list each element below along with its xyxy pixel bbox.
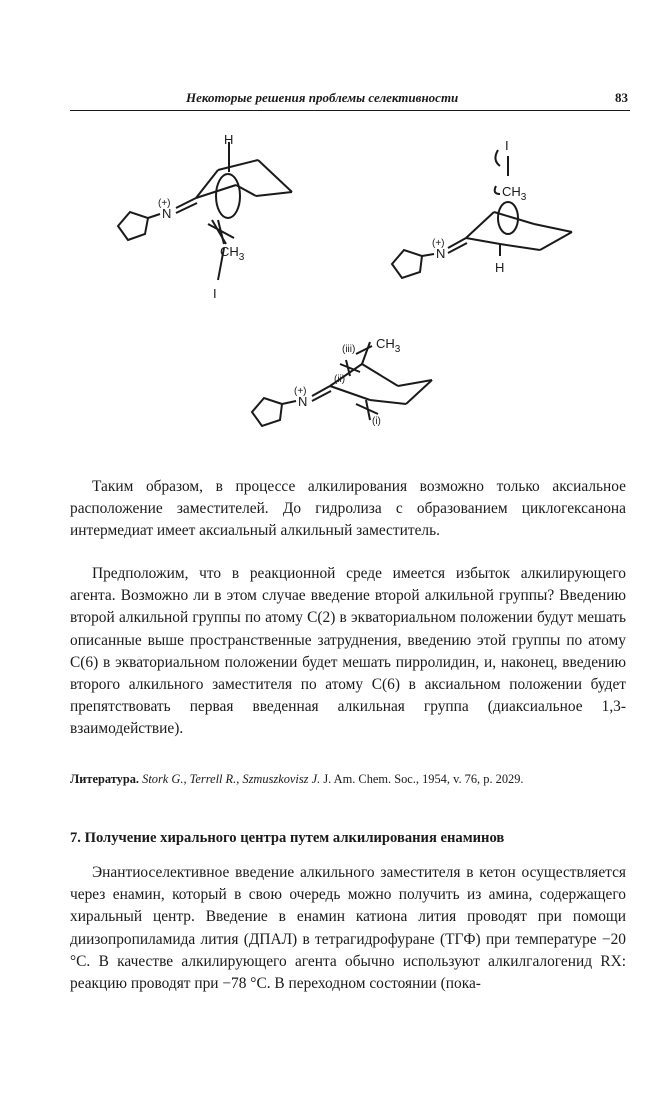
running-title: Некоторые решения проблемы селективности <box>186 90 459 105</box>
paragraph-2: Предположим, что в реакционной среде имеется избыток алкилирующего агента. Возможно ли в этом случае введение второй алкильной группы? Введению второй алкильной группы по атому С(2) в экваториальном положении будут мешать описанные выше пространственные затруднения, введению этой группы по атому С(6) в экваториальном положении будет мешать пирролидин, и, наконец, введению второго алкильного заместителя по атому С(6) в аксиальном положении будет препятствовать первая введенная алкильная группа (диаксиальное 1,3-взаимодействие). <box>70 565 626 738</box>
page-number: 83 <box>615 90 628 105</box>
label-ii: (ii) <box>334 374 346 385</box>
label-i-top-left: I <box>213 286 217 301</box>
label-ch3-bottom: $CH_3$ <box>376 336 401 355</box>
label-h-top-right: H <box>495 260 505 275</box>
label-ch3-top-left: $CH_3$ <box>220 244 245 263</box>
label-charge-bottom: (+) <box>294 386 307 397</box>
reaction-diagram <box>0 120 663 460</box>
structure-top-right <box>392 150 572 278</box>
literature-reference <box>70 770 630 788</box>
structure-top-left <box>118 142 292 280</box>
running-header <box>70 88 630 111</box>
label-charge-top-right: (+) <box>432 238 445 249</box>
label-n-top-right: N <box>436 246 446 261</box>
pyrrolidine-ring-right <box>392 250 422 278</box>
paragraph-1: Таким образом, в процессе алкилирования возможно только аксиальное расположение заместителей. До гидролиза с образованием циклогексанона интермедиат имеет аксиальный алкильный заместитель. <box>70 478 626 540</box>
orbital-lobe <box>216 174 240 218</box>
paragraph-3: Энантиоселективное введение алкильного заместителя в кетон осуществляется через енамин, который в свою очередь можно получить из амина, содержащего хиральный центр. Введение в енамин катиона лития проводят при помощи диизопропиламида лития (ДПАЛ) в тетрагидрофуране (ТГФ) при температуре −20 °С. В качестве алкилирующего агента обычно используют алкилгалогенид RX: реакцию проводят при −78 °С. В переходном состоянии (пока- <box>70 864 626 993</box>
pyrrolidine-ring-bottom <box>252 398 282 426</box>
chemical-structures-svg <box>0 120 663 460</box>
label-iii: (iii) <box>342 344 356 355</box>
label-ch3-top-right: $CH_3$ <box>502 184 527 203</box>
pyrrolidine-ring-left <box>118 212 148 240</box>
label-i-top-right: I <box>505 138 509 153</box>
literature-authors: Stork G., Terrell R., Szmuszkovisz J. <box>142 772 321 786</box>
label-n-bottom: N <box>298 394 308 409</box>
label-h-top-left: H <box>224 132 234 147</box>
literature-label: Литература. <box>70 772 140 786</box>
section-title: 7. Получение хирального центра путем алкилирования енаминов <box>70 830 505 846</box>
label-i-bottom: (i) <box>372 416 381 427</box>
literature-source: J. Am. Chem. Soc., 1954, v. 76, p. 2029. <box>323 772 524 786</box>
label-n-top-left: N <box>162 206 172 221</box>
label-charge-top-left: (+) <box>158 198 171 209</box>
